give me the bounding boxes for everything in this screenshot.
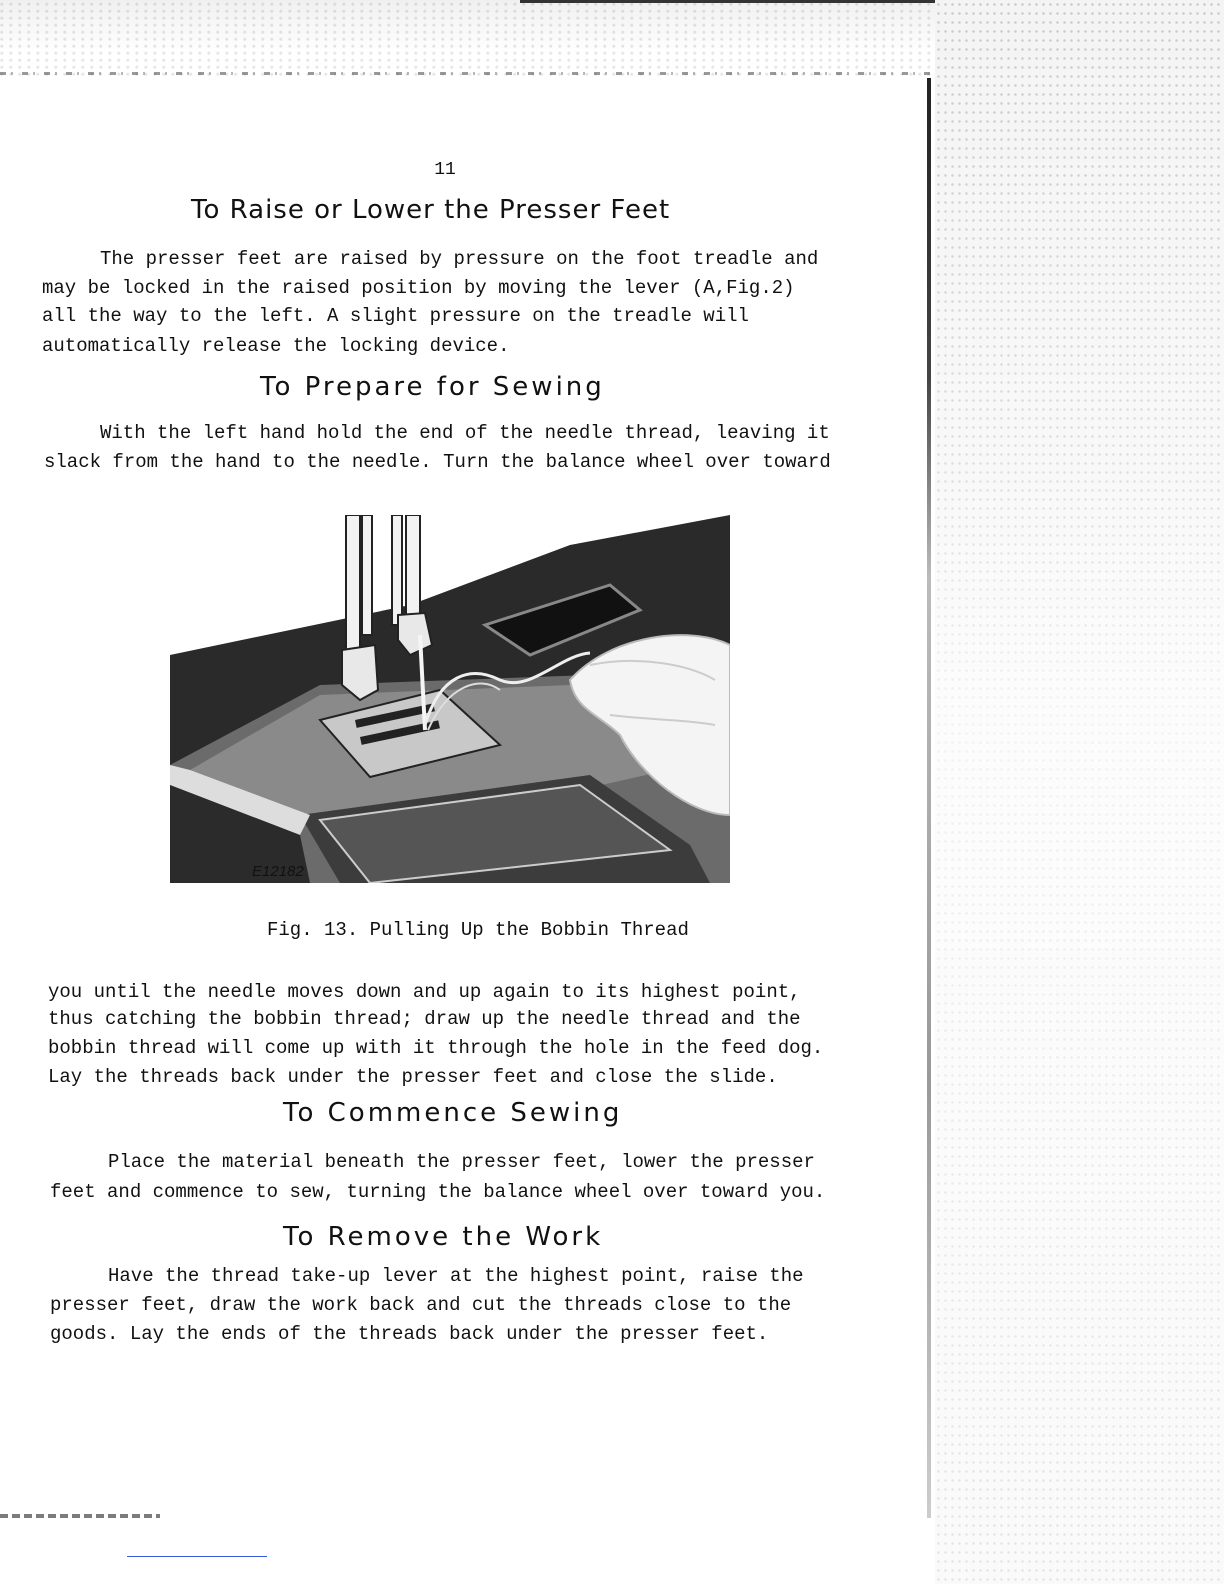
scan-shadow-top — [0, 0, 935, 78]
text-line: Lay the threads back under the presser feet and close the slide. — [48, 1066, 778, 1088]
text-line: Have the thread take-up lever at the highest point, raise the — [108, 1265, 804, 1287]
text-line: goods. Lay the ends of the threads back under the presser feet. — [50, 1323, 769, 1345]
text-line: Place the material beneath the presser feet, lower the presser — [108, 1151, 815, 1173]
sewing-machine-photo — [170, 515, 730, 883]
scan-shadow-line — [0, 72, 935, 75]
facing-page-strip — [935, 0, 1224, 1584]
text-line: slack from the hand to the needle. Turn the balance wheel over toward — [44, 451, 831, 473]
figure-code: E12182 — [252, 863, 304, 880]
text-line: presser feet, draw the work back and cut the threads close to the — [50, 1294, 792, 1316]
text-line: you until the needle moves down and up again to its highest point, — [48, 981, 801, 1003]
page-edge — [927, 78, 931, 1518]
text-line: feet and commence to sew, turning the balance wheel over toward you. — [50, 1181, 826, 1203]
text-line: all the way to the left. A slight pressure on the treadle will — [42, 305, 749, 327]
figure-pulling-bobbin-thread — [170, 515, 730, 883]
heading-commence-sewing: To Commence Sewing — [283, 1098, 623, 1128]
heading-raise-lower-presser-feet: To Raise or Lower the Presser Feet — [191, 195, 671, 225]
text-line: With the left hand hold the end of the needle thread, leaving it — [100, 422, 830, 444]
figure-caption: Fig. 13. Pulling Up the Bobbin Thread — [267, 919, 689, 941]
page-number: 11 — [434, 160, 456, 180]
scan-bottom-underline — [127, 1556, 267, 1557]
text-line: may be locked in the raised position by moving the lever (A,Fig.2) — [42, 277, 795, 299]
scan-bottom-mark — [0, 1514, 160, 1518]
text-line: The presser feet are raised by pressure on the foot treadle and — [100, 248, 819, 270]
text-line: automatically release the locking device. — [42, 335, 510, 357]
heading-remove-work: To Remove the Work — [283, 1222, 604, 1252]
heading-prepare-for-sewing: To Prepare for Sewing — [260, 372, 605, 402]
text-line: thus catching the bobbin thread; draw up the needle thread and the — [48, 1008, 801, 1030]
text-line: bobbin thread will come up with it through the hole in the feed dog. — [48, 1037, 824, 1059]
